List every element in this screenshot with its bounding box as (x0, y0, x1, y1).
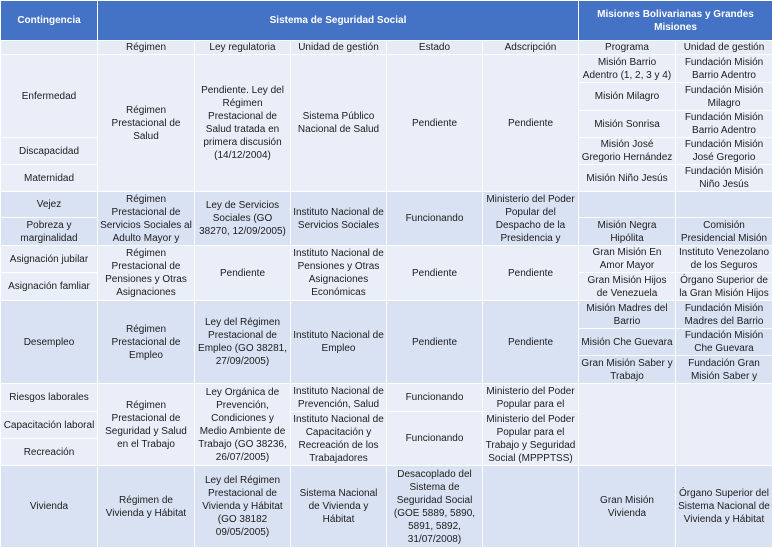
contingencia-enfermedad: Enfermedad (1, 55, 98, 138)
g3-regimen: Régimen Prestacional de Pensiones y Otras Asignaciones (98, 246, 195, 301)
unidad-mision-empty (676, 192, 772, 218)
g1-ley: Pendiente. Ley del Régimen Prestacional de Salud tratada en primera discusión (14/12/2004) (195, 55, 291, 192)
g4-adscripcion: Pendiente (483, 301, 579, 384)
g5-unidad-riesgos: Instituto Nacional de Prevención, Salud (291, 384, 387, 412)
header-sistema: Sistema de Seguridad Social (98, 1, 579, 41)
g3-adscripcion: Pendiente (483, 246, 579, 301)
g2-regimen: Régimen Prestacional de Servicios Sociales al Adulto Mayor y (98, 192, 195, 246)
g2-unidad: Instituto Nacional de Servicios Sociales (291, 192, 387, 246)
g5-estado-riesgos: Funcionando (387, 384, 483, 412)
g2-ley: Ley de Servicios Sociales (GO 38270, 12/09/2005) (195, 192, 291, 246)
programa-empty (579, 192, 676, 218)
contingencia-vejez: Vejez (1, 192, 98, 218)
unidad-mision: Fundación Misión Barrio Adentro (676, 111, 772, 138)
g4-unidad: Instituto Nacional de Empleo (291, 301, 387, 384)
g1-adscripcion: Pendiente (483, 55, 579, 192)
subheader-adscripcion: Adscripción (483, 41, 579, 55)
contingencia-pobreza: Pobreza y marginalidad (1, 218, 98, 246)
subheader-ley: Ley regulatoria (195, 41, 291, 55)
header-misiones: Misiones Bolivarianas y Grandes Misiones (579, 1, 772, 41)
g3-unidad: Instituto Nacional de Pensiones y Otras Asignaciones Económicas (291, 246, 387, 301)
contingencia-desempleo: Desempleo (1, 301, 98, 384)
g4-ley: Ley del Régimen Prestacional de Empleo (GO 38281, 27/09/2005) (195, 301, 291, 384)
programa: Gran Misión Saber y Trabajo (579, 356, 676, 384)
subheader-estado: Estado (387, 41, 483, 55)
unidad-mision: Fundación Misión Niño Jesús (676, 165, 772, 192)
unidad-mision: Fundación Misión Che Guevara (676, 329, 772, 356)
g1-unidad: Sistema Público Nacional de Salud (291, 55, 387, 192)
g5-estado-capacitacion: Funcionando (387, 412, 483, 466)
g3-ley: Pendiente (195, 246, 291, 301)
contingencia-capacitacion: Capacitación laboral (1, 412, 98, 439)
g5-regimen: Régimen Prestacional de Seguridad y Salud en el Trabajo (98, 384, 195, 466)
unidad-mision: Órgano Superior de la Gran Misión Hijos (676, 273, 772, 301)
unidad-mision: Fundación Misión Barrio Adentro (676, 55, 772, 83)
g5-adscripcion-capacitacion: Ministerio del Poder Popular para el Trabajo y Seguridad Social (MPPPTSS) (483, 412, 579, 466)
subheader-programa: Programa (579, 41, 676, 55)
programa-empty (579, 384, 676, 466)
g2-adscripcion: Ministerio del Poder Popular del Despacho de la Presidencia y (483, 192, 579, 246)
g1-regimen: Régimen Prestacional de Salud (98, 55, 195, 192)
g5-adscripcion-riesgos: Ministerio del Poder Popular para el (483, 384, 579, 412)
g1-estado: Pendiente (387, 55, 483, 192)
programa: Misión José Gregorio Hernández (579, 138, 676, 165)
g4-estado: Pendiente (387, 301, 483, 384)
programa: Misión Madres del Barrio (579, 301, 676, 329)
subheader-empty (1, 41, 98, 55)
g6-regimen: Régimen de Vivienda y Hábitat (98, 466, 195, 548)
unidad-mision-empty (676, 384, 772, 466)
unidad-mision: Fundación Misión José Gregorio (676, 138, 772, 165)
header-contingencia: Contingencia (1, 1, 98, 41)
g5-ley: Ley Orgánica de Prevención, Condiciones y Medio Ambiente de Trabajo (GO 38236, 26/07/2005) (195, 384, 291, 466)
programa: Gran Misión En Amor Mayor (579, 246, 676, 273)
contingencia-riesgos: Riesgos laborales (1, 384, 98, 412)
g6-adscripcion-empty (483, 466, 579, 548)
programa: Misión Negra Hipólita (579, 218, 676, 246)
g6-estado: Desacoplado del Sistema de Seguridad Social (GOE 5889, 5890, 5891, 5892, 31/07/2008) (387, 466, 483, 548)
programa: Misión Niño Jesús (579, 165, 676, 192)
contingencia-maternidad: Maternidad (1, 165, 98, 192)
subheader-unidad-mision: Unidad de gestión (676, 41, 772, 55)
unidad-mision: Fundación Misión Milagro (676, 83, 772, 111)
g4-regimen: Régimen Prestacional de Empleo (98, 301, 195, 384)
g5-unidad-capacitacion: Instituto Nacional de Capacitación y Recreación de los Trabajadores (291, 412, 387, 466)
unidad-mision: Instituto Venezolano de los Seguros (676, 246, 772, 273)
unidad-mision: Fundación Gran Misión Saber y (676, 356, 772, 384)
g3-estado: Pendiente (387, 246, 483, 301)
contingencia-asignacion-jubilar: Asignación jubilar (1, 246, 98, 273)
programa: Misión Che Guevara (579, 329, 676, 356)
unidad-mision: Fundación Misión Madres del Barrio (676, 301, 772, 329)
g6-unidad: Sistema Nacional de Vivienda y Hábitat (291, 466, 387, 548)
contingencia-discapacidad: Discapacidad (1, 138, 98, 165)
g2-estado: Funcionando (387, 192, 483, 246)
programa: Gran Misión Vivienda (579, 466, 676, 548)
contingencia-recreacion: Recreación (1, 439, 98, 466)
unidad-mision: Comisión Presidencial Misión (676, 218, 772, 246)
programa: Misión Barrio Adentro (1, 2, 3 y 4) (579, 55, 676, 83)
unidad-mision: Órgano Superior del Sistema Nacional de Vivienda y Hábitat (676, 466, 772, 548)
contingencia-vivienda: Vivienda (1, 466, 98, 548)
subheader-unidad: Unidad de gestión (291, 41, 387, 55)
subheader-regimen: Régimen (98, 41, 195, 55)
contingencia-asignacion-familiar: Asignación famliar (1, 273, 98, 301)
programa: Misión Milagro (579, 83, 676, 111)
g6-ley: Ley del Régimen Prestacional de Vivienda y Hábitat (GO 38182 09/05/2005) (195, 466, 291, 548)
programa: Gran Misión Hijos de Venezuela (579, 273, 676, 301)
programa: Misión Sonrisa (579, 111, 676, 138)
